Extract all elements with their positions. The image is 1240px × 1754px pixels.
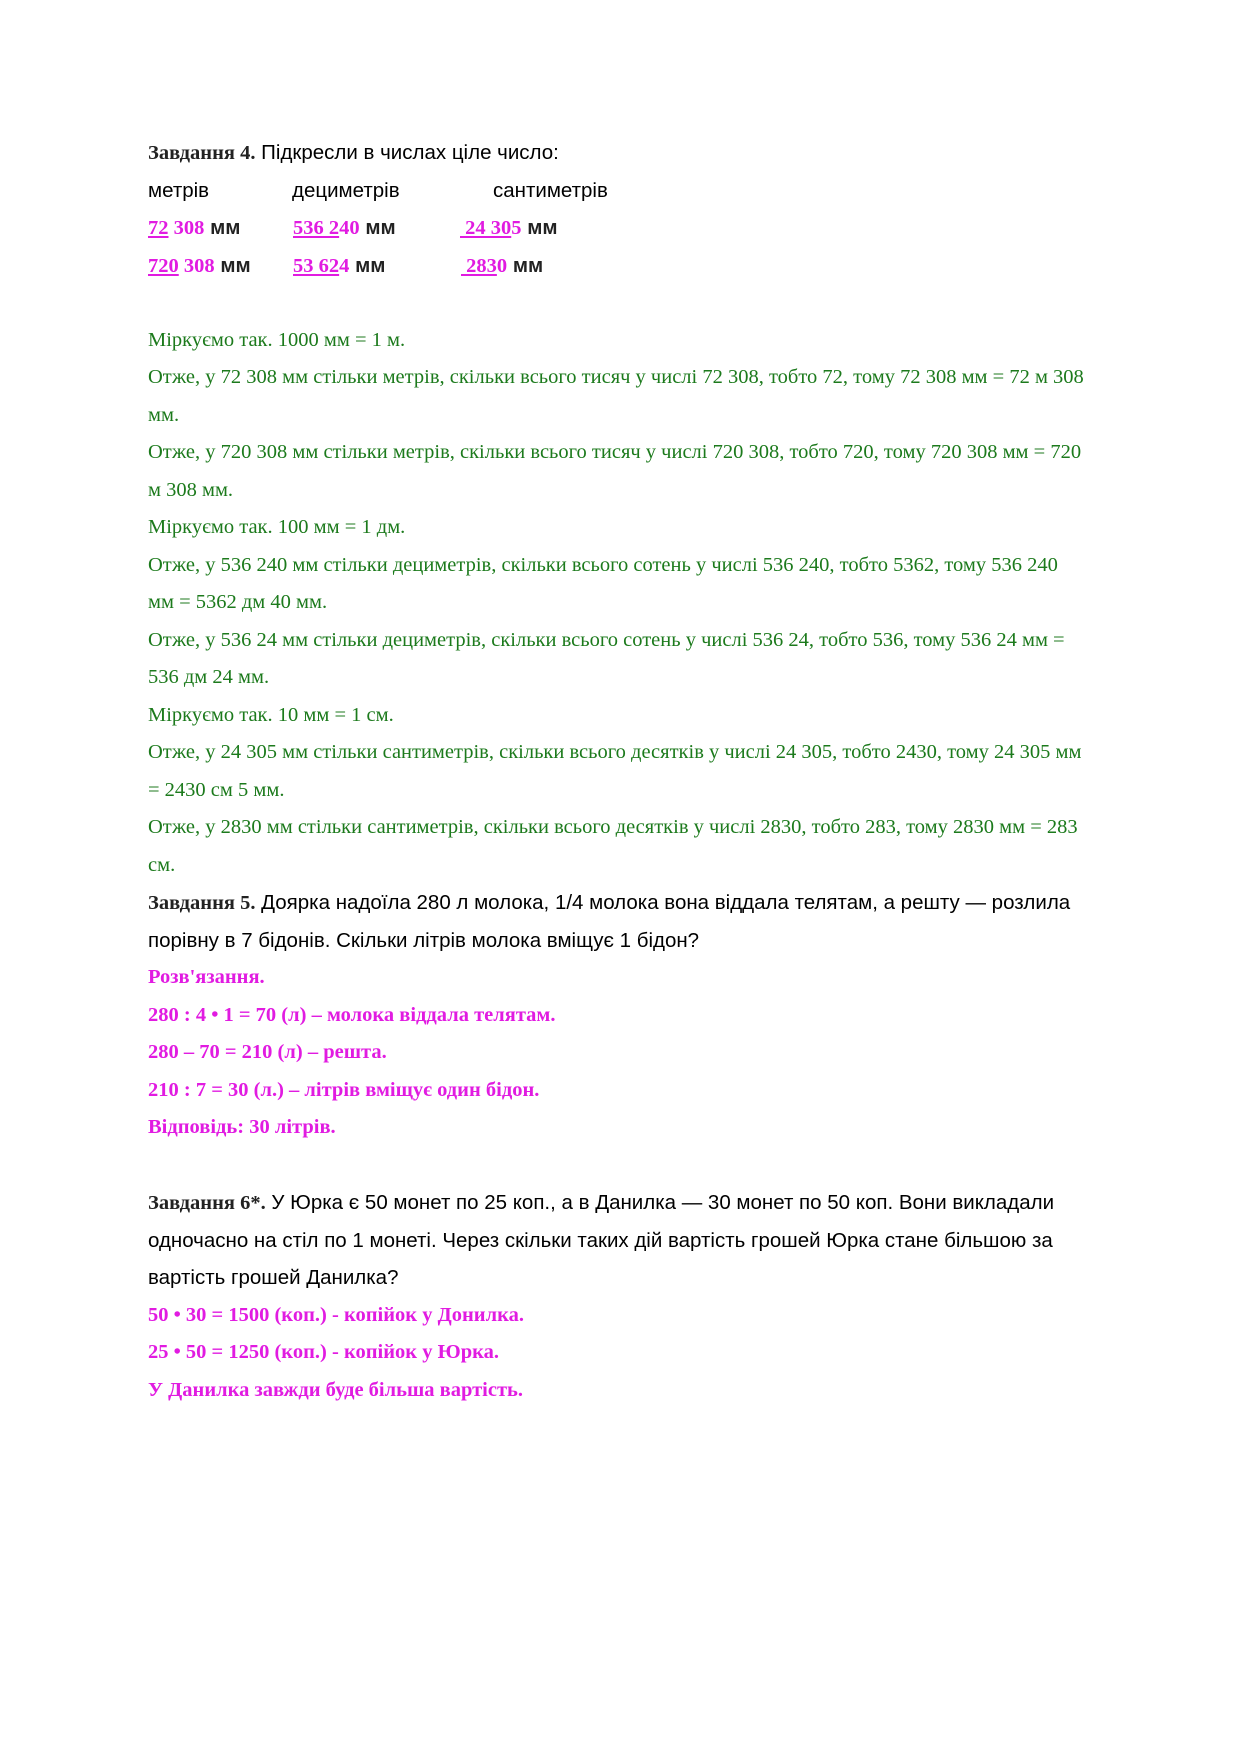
spacer <box>148 1147 1158 1185</box>
solution-step: 210 : 7 = 30 (л.) – літрів вміщує один бідон. <box>148 1078 540 1101</box>
task5-statement-line-2: порівну в 7 бідонів. Скільки літрів молока вміщує 1 бідон? <box>148 928 700 952</box>
reasoning-line: Отже, у 536 240 мм стільки дециметрів, скільки всього сотень у числі 536 240, тобто 5362, тому 536 240 <box>148 553 1058 576</box>
unit: мм <box>359 216 396 239</box>
underlined-part: 283 <box>461 254 497 277</box>
task4-headers-row <box>148 172 1158 210</box>
underlined-part: 24 30 <box>460 217 512 239</box>
underlined-part: 53 62 <box>293 254 340 277</box>
rest-part: 5 <box>511 217 522 239</box>
answer: У Данилка завжди буде більша вартість. <box>148 1378 524 1401</box>
unit: мм <box>349 253 386 277</box>
meters-cell-1 <box>148 209 293 248</box>
underlined-part: 720 <box>148 254 179 277</box>
reasoning-line: Отже, у 2830 мм стільки сантиметрів, скільки всього десятків у числі 2830, тобто 283, тому 2830 мм = 283 <box>148 816 1078 838</box>
header-centimeters: сантиметрів <box>493 178 608 202</box>
task4-heading <box>148 134 1158 172</box>
solution-step: 280 – 70 = 210 (л) – решта. <box>148 1041 387 1063</box>
task5-statement-line-1 <box>148 884 1158 922</box>
solution-heading: Розв'язання. <box>148 966 265 988</box>
unit: мм <box>204 216 241 239</box>
document-page <box>148 134 1158 1409</box>
answer: Відповідь: 30 літрів. <box>148 1116 336 1138</box>
task6-statement-line-1 <box>148 1184 1158 1222</box>
rest-part: 40 <box>339 217 360 239</box>
task4-text: Підкресли в числах ціле число: <box>255 141 559 164</box>
solution-step: 280 : 4 • 1 = 70 (л) – молока віддала телятам. <box>148 1003 556 1026</box>
reasoning-line: Отже, у 720 308 мм стільки метрів, скільки всього тисяч у числі 720 308, тобто 720, тому 720 308 мм = 720 <box>148 441 1082 463</box>
unit: мм <box>521 216 558 239</box>
reasoning-line: = 2430 см 5 мм. <box>148 778 285 801</box>
reasoning-line: Отже, у 536 24 мм стільки дециметрів, скільки всього сотень у числі 536 24, тобто 536, тому 536 24 мм = <box>148 628 1065 651</box>
task6-statement-line-3: вартість грошей Данилка? <box>148 1266 399 1289</box>
reasoning-line: мм = 5362 дм 40 мм. <box>148 591 328 613</box>
header-meters: метрів <box>148 178 210 202</box>
reasoning-line: Отже, у 72 308 мм стільки метрів, скільки всього тисяч у числі 72 308, тобто 72, тому 72 308 мм = 72 м 308 <box>148 366 1084 388</box>
decimeters-cell-2 <box>293 247 461 286</box>
unit: мм <box>214 253 251 277</box>
reasoning-line: м 308 мм. <box>148 478 234 501</box>
task6-statement-line-2: одночасно на стіл по 1 монеті. Через скільки таких дій вартість грошей Юрка стане більшою за <box>148 1228 1053 1252</box>
solution-step: 50 • 30 = 1500 (коп.) - копійок у Донилка. <box>148 1303 524 1326</box>
header-decimeters: дециметрів <box>292 178 400 202</box>
rest-part: 4 <box>339 254 350 277</box>
task4-reasoning <box>148 322 1158 885</box>
decimeters-cell-1 <box>293 209 460 248</box>
task4-label: Завдання 4. <box>148 142 256 164</box>
reasoning-line: см. <box>148 853 176 876</box>
spacer <box>148 284 1158 322</box>
task6-text: У Юрка є 50 монет по 25 коп., а в Данилка — 30 монет по 50 коп. Вони викладали <box>265 1191 1055 1214</box>
reasoning-line: Міркуємо так. 10 мм = 1 см. <box>148 703 394 726</box>
rest-part: 308 <box>168 217 205 239</box>
underlined-part: 72 <box>148 217 169 239</box>
reasoning-line: 536 дм 24 мм. <box>148 666 270 688</box>
centimeters-cell-1 <box>460 209 558 248</box>
task6-label: Завдання 6*. <box>148 1192 266 1214</box>
task5-label: Завдання 5. <box>148 892 256 914</box>
underlined-part: 536 2 <box>293 217 340 239</box>
rest-part: 0 <box>496 254 508 277</box>
meters-cell-2 <box>148 247 293 286</box>
reasoning-line: Міркуємо так. 100 мм = 1 дм. <box>148 516 406 538</box>
task5-text: Доярка надоїла 280 л молока, 1/4 молока вона віддала телятам, а решту — розлила <box>255 891 1071 914</box>
reasoning-line: Міркуємо так. 1000 мм = 1 м. <box>148 328 406 351</box>
reasoning-line: мм. <box>148 403 180 426</box>
unit: мм <box>507 253 544 277</box>
reasoning-line: Отже, у 24 305 мм стільки сантиметрів, скільки всього десятків у числі 24 305, тобто 2430, тому 24 305 мм <box>148 741 1082 763</box>
rest-part: 308 <box>178 254 215 277</box>
solution-step: 25 • 50 = 1250 (коп.) - копійок у Юрка. <box>148 1341 499 1363</box>
task4-row-2 <box>148 247 1158 285</box>
task4-row-1 <box>148 209 1158 247</box>
centimeters-cell-2 <box>461 247 543 286</box>
